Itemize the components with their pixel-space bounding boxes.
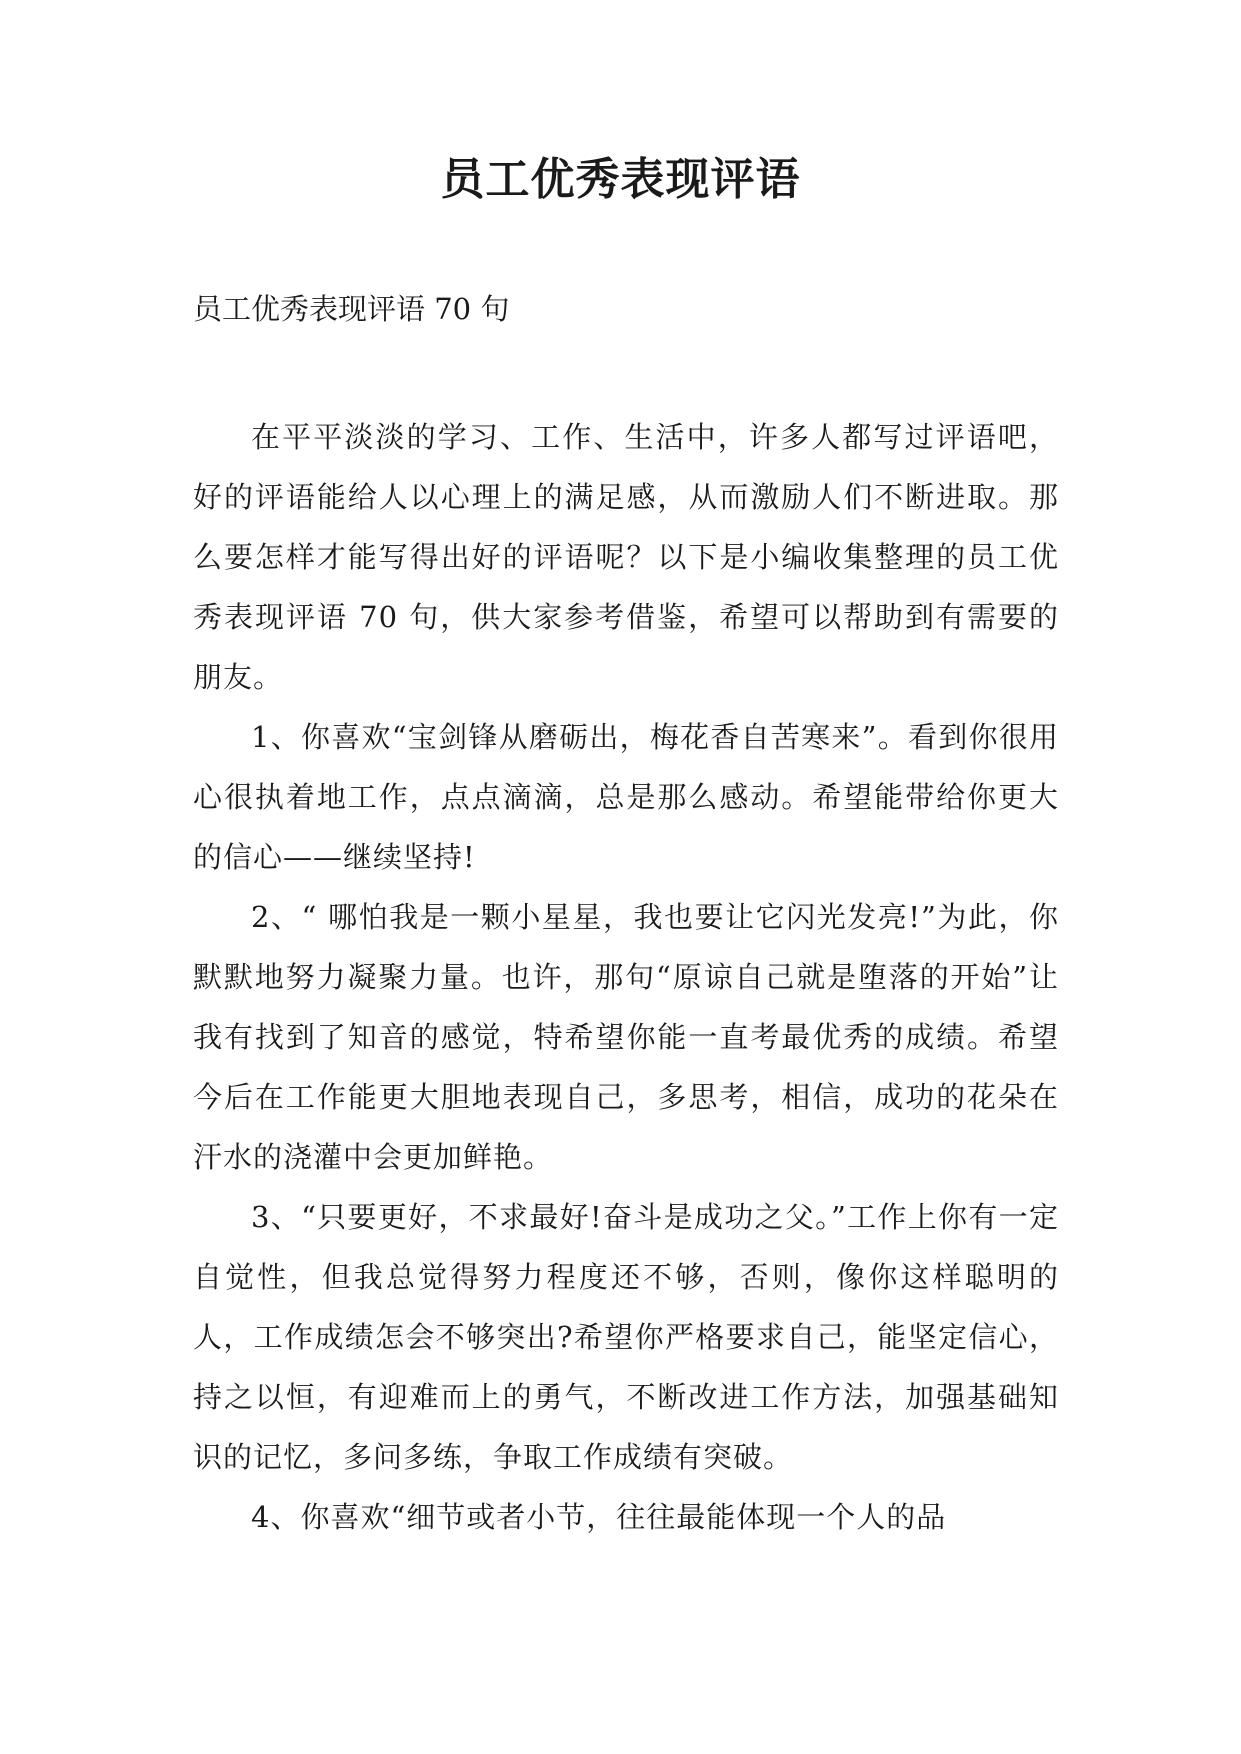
document-subtitle: 员工优秀表现评语 70 句 [193,292,510,326]
paragraph-intro: 在平平淡淡的学习、工作、生活中，许多人都写过评语吧，好的评语能给人以心理上的满足感，从而激励人们不断进取。那么要怎样才能写得出好的评语呢？以下是小编收集整理的员工优秀表现评语 70 句，供大家参考借鉴，希望可以帮助到有需要的朋友。 [193,420,1059,694]
paragraph-item-4: 4、你喜欢“细节或者小节，往往最能体现一个人的品 [251,1500,947,1534]
paragraph-item-2: 2、“ 哪怕我是一颗小星星，我也要让它闪光发亮!”为此，你默默地努力凝聚力量。也许，那句“原谅自己就是堕落的开始”让我有找到了知音的感觉，特希望你能一直考最优秀的成绩。希望今后在工作能更大胆地表现自己，多思考，相信，成功的花朵在汗水的浇灌中会更加鲜艳。 [193,900,1059,1174]
document-body [193,407,1059,1547]
document-title: 员工优秀表现评语 [440,154,801,205]
paragraph-item-3: 3、“只要更好，不求最好!奋斗是成功之父。”工作上你有一定自觉性，但我总觉得努力程度还不够，否则，像你这样聪明的人，工作成绩怎会不够突出?希望你严格要求自己，能坚定信心，持之以恒，有迎难而上的勇气，不断改进工作方法，加强基础知识的记忆，多问多练，争取工作成绩有突破。 [193,1200,1059,1474]
paragraph-item-1: 1、你喜欢“宝剑锋从磨砺出，梅花香自苦寒来”。看到你很用心很执着地工作，点点滴滴，总是那么感动。希望能带给你更大的信心——继续坚持! [193,720,1059,874]
